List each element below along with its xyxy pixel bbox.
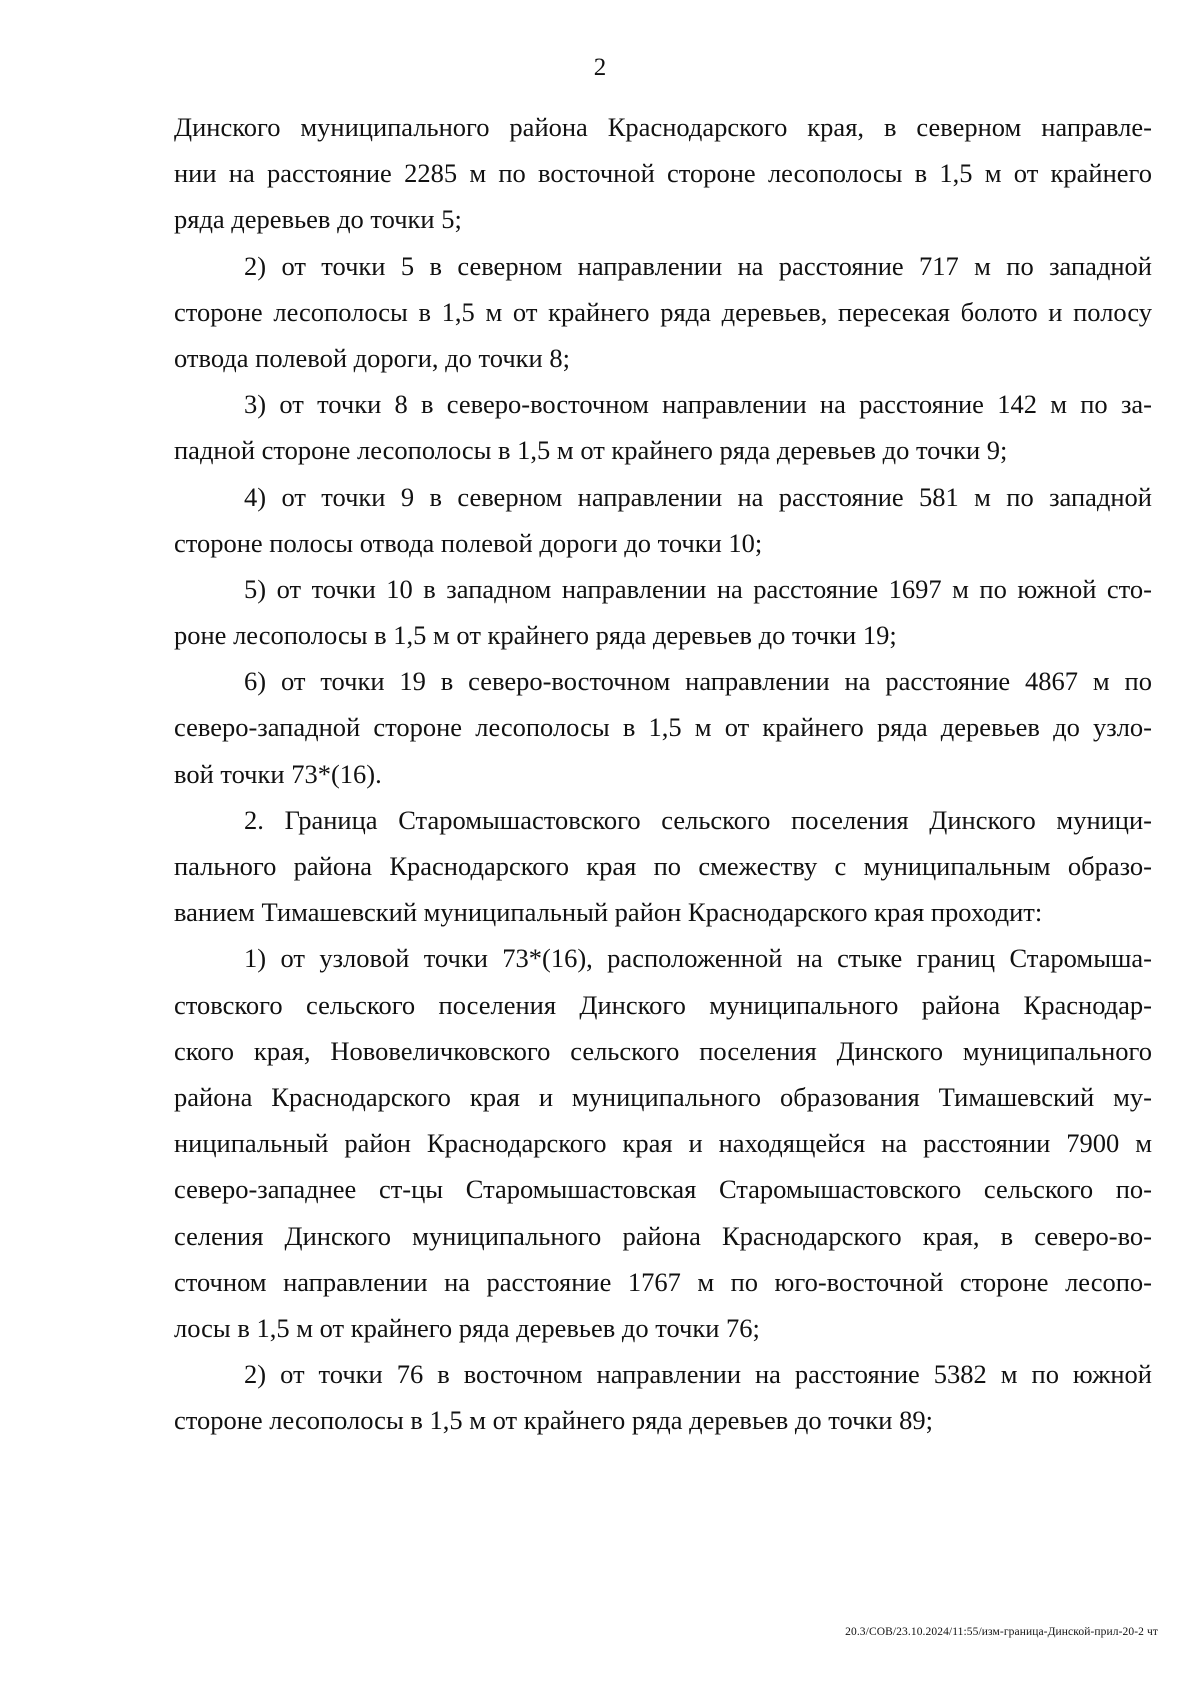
text-line: ванием Тимашевский муниципальный район Краснодарского края проходит: <box>174 897 1043 928</box>
text-line: стороне лесополосы в 1,5 м от крайнего ряда деревьев до точки 89; <box>174 1405 933 1436</box>
text-line: 2. Граница Старомышастовского сельского поселения Динского муници- <box>244 804 1152 835</box>
text-line: нии на расстояние 2285 м по восточной стороне лесополосы в 1,5 м от крайнего <box>174 158 1152 189</box>
page-number: 2 <box>593 54 607 81</box>
text-line: 6) от точки 19 в северо-восточном направлении на расстояние 4867 м по <box>244 666 1152 697</box>
text-line: ского края, Нововеличковского сельского поселения Динского муниципального <box>174 1035 1152 1066</box>
text-line: района Краснодарского края и муниципального образования Тимашевский му- <box>174 1081 1152 1112</box>
text-line: Динского муниципального района Краснодарского края, в северном направле- <box>174 112 1152 142</box>
text-line: стороне лесополосы в 1,5 м от крайнего ряда деревьев, пересекая болото и полосу <box>174 296 1152 327</box>
text-line: селения Динского муниципального района Краснодарского края, в северо-во- <box>174 1220 1152 1251</box>
text-line: падной стороне лесополосы в 1,5 м от крайнего ряда деревьев до точки 9; <box>174 435 1008 466</box>
text-line: ряда деревьев до точки 5; <box>174 204 462 235</box>
document-body <box>174 104 1152 1443</box>
text-line: ниципальный район Краснодарского края и находящейся на расстоянии 7900 м <box>174 1128 1152 1159</box>
text-line: вой точки 73*(16). <box>174 758 382 789</box>
text-line: пального района Краснодарского края по смежеству с муниципальным образо- <box>174 851 1152 881</box>
text-line: 4) от точки 9 в северном направлении на расстояние 581 м по западной <box>244 481 1152 512</box>
text-line: сточном направлении на расстояние 1767 м по юго-восточной стороне лесопо- <box>174 1266 1152 1297</box>
text-line: северо-западной стороне лесополосы в 1,5 м от крайнего ряда деревьев до узло- <box>174 712 1152 743</box>
text-line: 2) от точки 5 в северном направлении на расстояние 717 м по западной <box>244 250 1152 281</box>
text-line: северо-западнее ст-цы Старомышастовская Старомышастовского сельского по- <box>174 1174 1152 1205</box>
text-line: 1) от узловой точки 73*(16), расположенной на стыке границ Старомыша- <box>244 943 1152 974</box>
text-line: стороне полосы отвода полевой дороги до точки 10; <box>174 527 763 558</box>
document-footer-stamp: 20.3/СОВ/23.10.2024/11:55/изм-граница-Динской-прил-20-2 чт <box>845 1626 1158 1638</box>
text-line: роне лесополосы в 1,5 м от крайнего ряда деревьев до точки 19; <box>174 620 897 651</box>
text-line: отвода полевой дороги, до точки 8; <box>174 342 570 373</box>
text-line: 3) от точки 8 в северо-восточном направлении на расстояние 142 м по за- <box>244 389 1152 420</box>
text-line: 5) от точки 10 в западном направлении на расстояние 1697 м по южной сто- <box>244 573 1152 604</box>
text-line: лосы в 1,5 м от крайнего ряда деревьев до точки 76; <box>174 1312 760 1343</box>
text-line: стовского сельского поселения Динского муниципального района Краснодар- <box>174 989 1152 1020</box>
text-line: 2) от точки 76 в восточном направлении на расстояние 5382 м по южной <box>244 1359 1152 1390</box>
